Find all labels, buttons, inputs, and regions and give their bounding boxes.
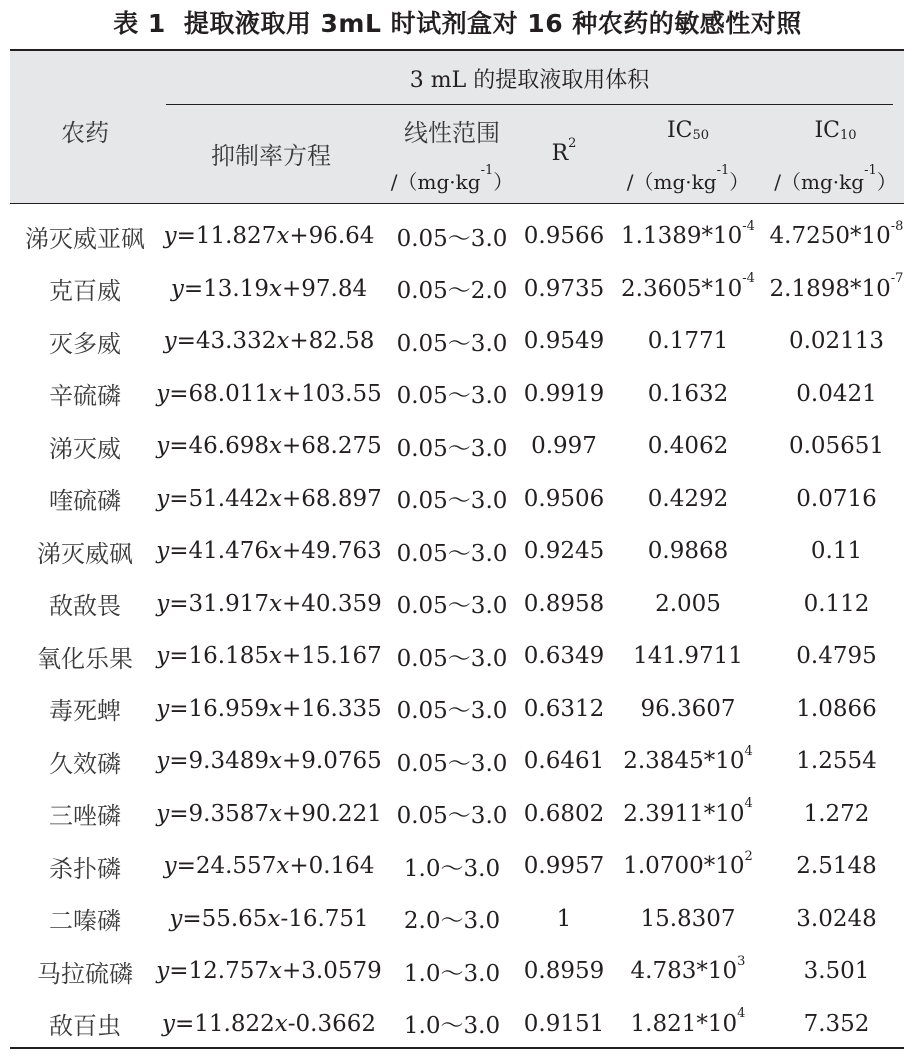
pesticide-name-cell: 辛硫磷 [49,382,121,411]
pesticide-name-cell: 涕灭威 [49,434,121,463]
header-ic50-unit: /（mg·kg $^{-1}$ ） [626,162,750,194]
r2-cell: 1 [556,905,572,932]
pesticide-name-cell: 灭多威 [49,329,121,358]
equation-cell: y = 9.3489 x +9.0765 [156,748,382,775]
ic10-cell: 0.0421 [796,380,877,407]
r2-cell: 0.9549 [523,328,605,355]
equation-cell: y = 16.185 x +15.167 [156,643,382,670]
linear-range-cell: 0.05～3.0 [396,593,508,620]
linear-range-cell: 0.05～3.0 [396,540,508,567]
ic10-cell: 0.02113 [788,328,885,355]
ic50-cell: 2.3845*10 $^4$ [623,743,753,775]
table-number: 表 1 [113,9,166,38]
ic10-cell: 7.352 [803,1010,870,1037]
ic10-cell: 0.112 [803,590,870,617]
header-linear-range: 线性范围 [404,118,500,147]
ic50-cell: 2.005 [655,590,721,617]
table-caption: 提取液取用 3mL 时试剂盒对 16 种农药的敏感性对照 [183,9,802,38]
equation-cell: y = 16.959 x +16.335 [156,695,382,722]
pesticide-name-cell: 毒死蜱 [49,697,121,726]
ic10-cell: 1.2554 [796,748,877,775]
pesticide-name-cell: 涕灭威亚砜 [25,224,145,253]
equation-cell: y = 24.557 x +0.164 [163,853,375,880]
equation-cell: y = 43.332 x +82.58 [163,328,375,355]
ic10-cell: 1.272 [803,800,870,827]
r2-cell: 0.6461 [523,748,605,775]
top-rule [10,49,904,51]
r2-cell: 0.9151 [523,1010,605,1037]
ic50-cell: 0.1771 [647,328,729,355]
header-equation: 抑制率方程 [211,141,331,170]
ic50-cell: 15.8307 [640,905,736,932]
linear-range-cell: 0.05～3.0 [396,698,508,725]
ic50-cell: 0.1632 [647,380,729,407]
equation-cell: y = 11.822 x -0.3662 [162,1010,376,1037]
linear-range-cell: 0.05～2.0 [396,278,508,305]
r2-cell: 0.997 [531,433,597,460]
ic50-cell: 2.3605*10 $^{-4}$ [621,271,755,302]
ic50-cell: 0.4292 [647,485,729,512]
ic50-cell: 1.1389*10 $^{-4}$ [621,218,755,250]
ic10-cell: 4.7250*10 $^{-8}$ [769,218,904,250]
r2-cell: 0.6349 [523,643,605,670]
r2-cell: 0.9506 [523,485,605,512]
header-r2: R $^2$ [551,135,577,166]
ic50-cell: 96.3607 [640,695,736,722]
ic10-cell: 1.0866 [796,695,877,722]
linear-range-cell: 0.05～3.0 [396,645,508,672]
header-pesticide: 农药 [61,118,109,147]
ic10-cell: 3.501 [803,958,870,985]
pesticide-name-cell: 二嗪磷 [49,907,121,936]
pesticide-name-cell: 马拉硫磷 [37,959,133,988]
header-ic50: IC $_{50}$ [666,117,710,143]
linear-range-cell: 2.0～3.0 [403,908,501,935]
pesticide-name-cell: 敌百虫 [49,1012,121,1041]
r2-cell: 0.6312 [523,695,605,722]
ic10-cell: 0.05651 [788,433,885,460]
header-ic10: IC $_{10}$ [814,117,857,143]
pesticide-name-cell: 克百威 [49,277,121,306]
group-header-rule [166,104,893,105]
linear-range-cell: 0.05～3.0 [396,488,508,515]
pesticide-name-cell: 三唑磷 [49,802,121,831]
pesticide-name-cell: 敌敌畏 [49,592,121,621]
pesticide-name-cell: 杀扑磷 [49,854,121,883]
equation-cell: y = 31.917 x +40.359 [156,590,382,617]
equation-cell: y = 41.476 x +49.763 [156,538,382,565]
r2-cell: 0.6802 [523,800,605,827]
r2-cell: 0.8959 [523,958,605,985]
r2-cell: 0.9735 [523,275,605,302]
linear-range-cell: 0.05～3.0 [396,225,508,252]
r2-cell: 0.9957 [523,853,605,880]
header-ic10-unit: /（mg·kg $^{-1}$ ） [774,162,897,194]
header-range-unit: /（mg·kg $^{-1}$ ） [390,162,514,194]
linear-range-cell: 0.05～3.0 [396,803,508,830]
ic50-cell: 2.3911*10 $^4$ [623,796,753,827]
ic10-cell: 0.4795 [796,643,877,670]
linear-range-cell: 0.05～3.0 [396,750,508,777]
linear-range-cell: 1.0～3.0 [403,1013,501,1040]
pesticide-name-cell: 氧化乐果 [37,644,133,673]
table-title [0,0,915,44]
ic50-cell: 1.0700*10 $^2$ [623,848,753,880]
pesticide-name-cell: 喹硫磷 [49,487,121,516]
ic50-cell: 1.821*10 $^4$ [630,1006,746,1037]
r2-cell: 0.8958 [523,590,605,617]
equation-cell: y = 12.757 x +3.0579 [156,958,382,985]
ic10-cell: 3.0248 [796,905,877,932]
equation-cell: y = 11.827 x +96.64 [163,223,375,250]
equation-cell: y = 55.65 x -16.751 [169,905,369,932]
header-extract-volume: 3 mL 的提取液取用体积 [409,67,650,93]
linear-range-cell: 0.05～3.0 [396,383,508,410]
ic50-cell: 0.9868 [647,538,729,565]
ic50-cell: 141.9711 [633,643,743,670]
pesticide-name-cell: 久效磷 [49,749,121,778]
pesticide-name-cell: 涕灭威砜 [37,539,133,568]
ic10-cell: 0.11 [810,538,863,565]
r2-cell: 0.9919 [523,380,605,407]
equation-cell: y = 13.19 x +97.84 [170,275,368,302]
linear-range-cell: 0.05～3.0 [396,330,508,357]
linear-range-cell: 1.0～3.0 [403,960,501,987]
equation-cell: y = 9.3587 x +90.221 [156,800,382,827]
linear-range-cell: 1.0～3.0 [403,855,501,882]
ic10-cell: 2.1898*10 $^{-7}$ [769,271,904,302]
ic50-cell: 0.4062 [647,433,729,460]
r2-cell: 0.9566 [523,223,605,250]
ic10-cell: 0.0716 [796,485,877,512]
ic10-cell: 2.5148 [796,853,877,880]
r2-cell: 0.9245 [523,538,605,565]
linear-range-cell: 0.05～3.0 [396,435,508,462]
equation-cell: y = 51.442 x +68.897 [156,485,382,512]
equation-cell: y = 46.698 x +68.275 [156,433,382,460]
ic50-cell: 4.783*10 $^3$ [630,953,746,985]
equation-cell: y = 68.011 x +103.55 [156,380,382,407]
header-bottom-rule [10,203,904,204]
